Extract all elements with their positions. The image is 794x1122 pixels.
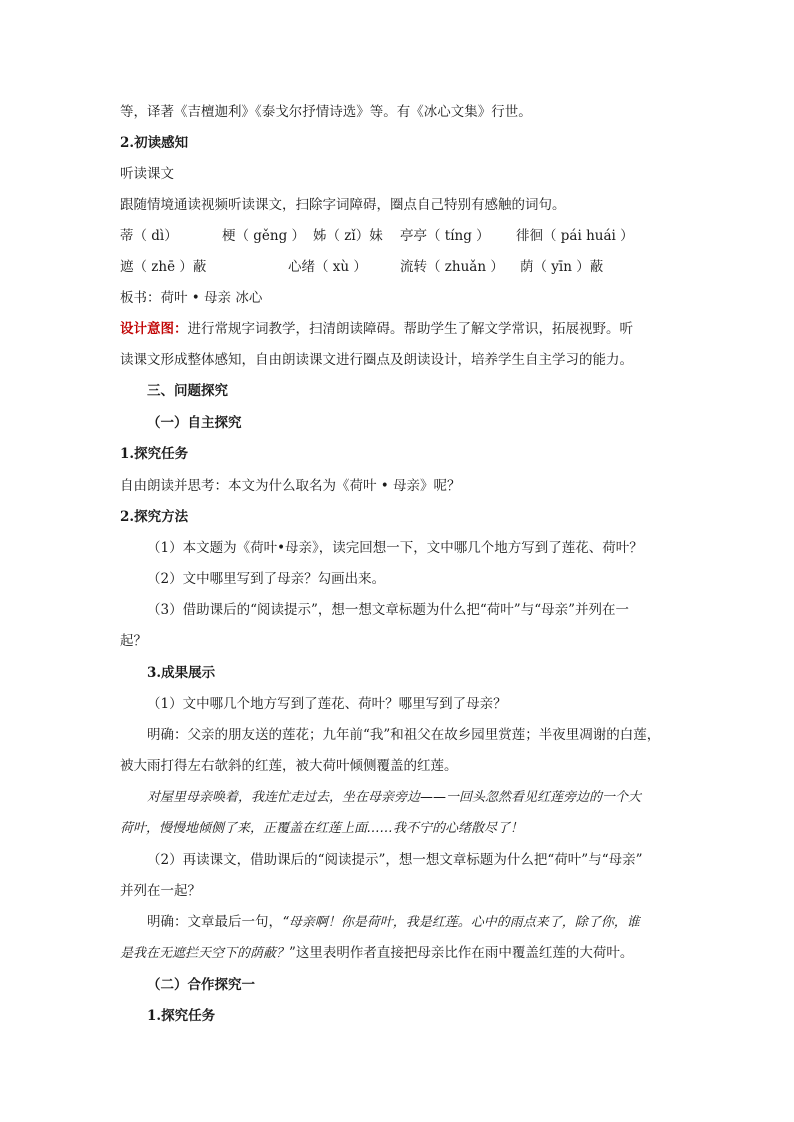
quote-line: 荷叶，慢慢地倾侧了来，正覆盖在红莲上面……我不宁的心绪散尽了！	[120, 821, 524, 836]
text-line: 被大雨打得左右欹斜的红莲，被大荷叶倾侧覆盖的红莲。	[120, 758, 458, 774]
item-heading: 2.探究方法	[120, 509, 189, 525]
text-line: 跟随情境通读视频听读课文，扫除字词障碍，圈点自己特别有感触的词句。	[120, 197, 566, 213]
text-line: 读课文形成整体感知，自由朗读课文进行圈点及朗读设计，培养学生自主学习的能力。	[120, 352, 633, 368]
pinyin-item: 荫（ yīn ）蔽	[520, 259, 604, 275]
pinyin-item: 心绪（ xù ）	[288, 259, 367, 275]
pinyin-item: 蒂（ dì）	[120, 228, 178, 244]
text-line: 明确：父亲的朋友送的莲花；九年前“我”和祖父在故乡园里赏莲；半夜里凋谢的白莲，	[147, 727, 661, 743]
pinyin-item: 流转（ zhuǎn ）	[400, 259, 504, 275]
text-line: 是我在无遮拦天空下的荫蔽？”这里表明作者直接把母亲比作在雨中覆盖红莲的大荷叶。	[120, 945, 634, 961]
text-line: 并列在一起？	[120, 883, 201, 899]
quote-inline: “母亲啊！你是荷叶，我是红莲。心中的雨点来了，除了你，谁	[282, 915, 640, 930]
text-line: 自由朗读并思考：本文为什么取名为《荷叶 • 母亲》呢？	[120, 478, 461, 494]
text-line: （3）借助课后的“阅读提示”，想一想文章标题为什么把“荷叶”与“母亲”并列在一	[147, 602, 629, 618]
item-heading: 1.探究任务	[120, 446, 189, 462]
pinyin-item: 遮（ zhē ）蔽	[120, 259, 207, 275]
text-line: （1）文中哪几个地方写到了莲花、荷叶？哪里写到了母亲？	[147, 696, 507, 712]
section-heading: 三、问题探究	[147, 383, 228, 399]
pinyin-item: 亭亭（ tíng ）	[400, 228, 490, 244]
item-heading: 1.探究任务	[147, 1008, 216, 1024]
blackboard-note: 板书：荷叶 • 母亲 冰心	[120, 290, 263, 306]
subsection-heading: （二）合作探究一	[147, 977, 255, 993]
text-line: （2）再读课文，借助课后的“阅读提示”，想一想文章标题为什么把“荷叶”与“母亲”	[147, 852, 643, 868]
subsection-heading: （一）自主探究	[147, 415, 242, 431]
text-line: （2）文中哪里写到了母亲？勾画出来。	[147, 571, 386, 587]
section-heading: 2.初读感知	[120, 135, 189, 151]
item-heading: 3.成果展示	[147, 665, 216, 681]
quote-line: 对屋里母亲唤着，我连忙走过去，坐在母亲旁边——一回头忽然看见红莲旁边的一个大	[147, 790, 642, 805]
design-intent: 设计意图：进行常规字词教学，扫清朗读障碍。帮助学生了解文学常识，拓展视野。听	[120, 321, 633, 337]
quote-inline: 是我在无遮拦天空下的荫蔽？	[120, 946, 290, 961]
text-line: 等，译著《吉檀迦利》《泰戈尔抒情诗选》等。有《冰心文集》行世。	[120, 104, 532, 120]
text-line: 起？	[120, 633, 147, 649]
text-line: 明确：文章最后一句，“母亲啊！你是荷叶，我是红莲。心中的雨点来了，除了你，谁	[147, 914, 640, 930]
text-line: （1）本文题为《荷叶•母亲》，读完回想一下，文中哪几个地方写到了莲花、荷叶？	[147, 540, 643, 556]
pinyin-item: 梗（ gěng ）	[222, 228, 306, 244]
pinyin-item: 姊（ zǐ）妹	[313, 228, 383, 244]
text-line: 听读课文	[120, 166, 174, 182]
pinyin-item: 徘徊（ pái huái ）	[516, 228, 634, 244]
design-intent-label: 设计意图：	[120, 321, 188, 337]
